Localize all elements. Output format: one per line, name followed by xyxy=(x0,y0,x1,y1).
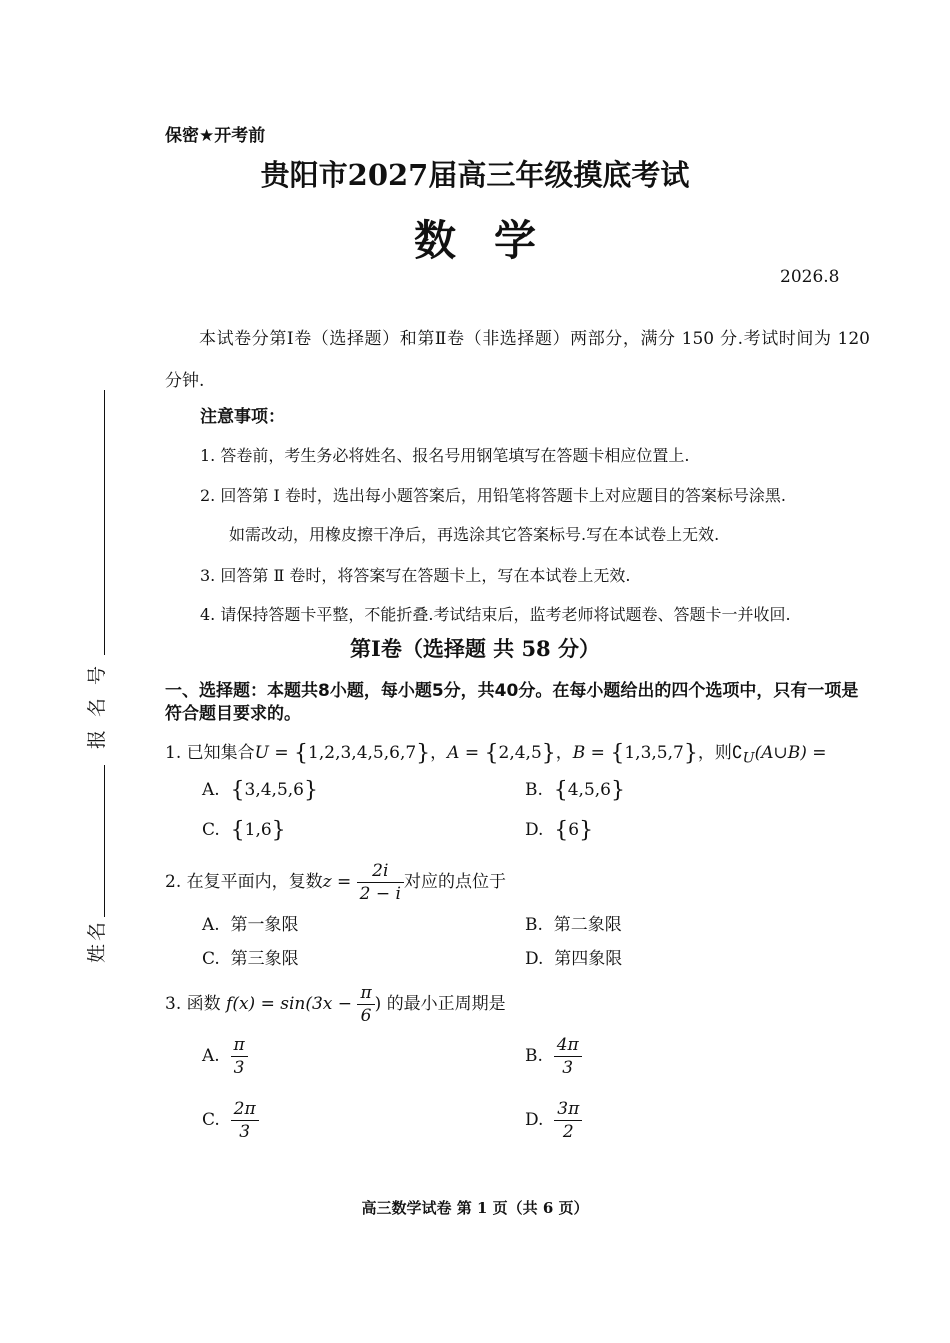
brace-close: } xyxy=(303,778,318,803)
brace-close: } xyxy=(579,818,594,843)
denominator: 2 xyxy=(562,1122,574,1142)
option-value: 1,6 xyxy=(244,820,272,840)
option-label: A. xyxy=(202,780,220,800)
question-stem-tail: 的最小正周期是 xyxy=(386,994,506,1014)
name-line[interactable] xyxy=(104,765,105,917)
equals-sign: = xyxy=(268,743,295,763)
equals-sign: = xyxy=(459,743,485,763)
question-number: 1. xyxy=(165,743,182,763)
brace-open: { xyxy=(294,741,309,766)
then-word: ，则 xyxy=(697,743,732,763)
option-c[interactable] xyxy=(202,818,286,843)
registration-label-char: 名 xyxy=(86,697,109,718)
set-b-elements: 1,3,5,7 xyxy=(624,743,684,763)
option-a[interactable] xyxy=(202,910,299,935)
notice-item: 1. 答卷前，考生务必将姓名、报名号用钢笔填写在答题卡相应位置上. xyxy=(200,446,690,465)
notice-item-continued: 如需改动，用橡皮擦干净后，再选涂其它答案标号.写在本试卷上无效. xyxy=(229,525,720,544)
exam-date: 2026.8 xyxy=(780,267,840,287)
option-value: 第一象限 xyxy=(230,915,299,935)
brace-open: { xyxy=(230,818,245,843)
denominator: 3 xyxy=(239,1122,251,1142)
option-value: 第二象限 xyxy=(553,915,622,935)
option-c[interactable] xyxy=(202,944,299,969)
complement-subscript: U xyxy=(742,750,755,767)
notice-heading: 注意事项： xyxy=(200,407,285,427)
denominator: 3 xyxy=(233,1058,245,1078)
denominator: 6 xyxy=(360,1006,372,1026)
option-a[interactable] xyxy=(202,1034,248,1079)
brace-open: { xyxy=(553,778,568,803)
denominator: 3 xyxy=(562,1058,574,1078)
denominator: 2 − i xyxy=(359,884,401,904)
option-c[interactable] xyxy=(202,1098,259,1143)
part-heading: 一、选择题：本题共8小题，每小题5分，共40分。在每小题给出的四个选项中，只有一项是符合题目要求的。 xyxy=(165,681,859,724)
notice-item: 3. 回答第 Ⅱ 卷时，将答案写在答题卡上，写在本试卷上无效. xyxy=(200,566,631,585)
option-label: C. xyxy=(202,820,220,840)
set-u-symbol: U xyxy=(254,743,269,763)
option-label: B. xyxy=(525,915,543,935)
notice-item: 4. 请保持答题卡平整，不能折叠.考试结束后，监考老师将试题卷、答题卡一并收回. xyxy=(200,605,791,624)
numerator: 3π xyxy=(554,1098,582,1121)
option-d[interactable] xyxy=(525,1098,582,1143)
fraction xyxy=(357,982,374,1027)
option-value: 第四象限 xyxy=(554,949,623,969)
option-value: 3,4,5,6 xyxy=(244,780,304,800)
notice-item: 2. 回答第 Ⅰ 卷时，选出每小题答案后，用铅笔将答题卡上对应题目的答案标号涂黑. xyxy=(200,486,786,505)
option-value: 第三象限 xyxy=(230,949,299,969)
numerator: 2π xyxy=(231,1098,259,1121)
function-expression: f(x) = sin(3x − xyxy=(226,994,353,1014)
page-footer: 高三数学试卷 第 1 页（共 6 页） xyxy=(361,1199,589,1217)
name-label-char: 名 xyxy=(86,921,109,942)
subject-title: 数学 xyxy=(413,216,574,265)
registration-label-char: 报 xyxy=(86,729,109,750)
set-a-elements: 2,4,5 xyxy=(498,743,542,763)
question-1: 1. 已知集合U = {1,2,3,4,5,6,7}，A = {2,4,5}，B = {1,3,5,7}，则$∁_U(A\cup B)$ = xyxy=(165,741,827,767)
fraction xyxy=(554,1098,582,1143)
question-3 xyxy=(165,982,506,1027)
set-a-symbol: A xyxy=(447,743,460,763)
question-stem: 在复平面内，复数 xyxy=(186,872,323,892)
option-label: A. xyxy=(202,915,220,935)
option-d[interactable] xyxy=(525,818,593,843)
option-label: D. xyxy=(525,949,544,969)
option-value: 4,5,6 xyxy=(567,780,611,800)
question-stem-tail: 对应的点位于 xyxy=(403,872,506,892)
option-b[interactable] xyxy=(525,910,622,935)
intro-paragraph: 本试卷分第Ⅰ卷（选择题）和第Ⅱ卷（非选择题）两部分，满分 150 分.考试时间为 120 分钟. xyxy=(165,329,870,391)
numerator: π xyxy=(231,1034,248,1057)
confidential-label: 保密★开考前 xyxy=(165,126,266,146)
brace-open: { xyxy=(610,741,625,766)
fraction xyxy=(357,860,404,905)
complex-z: z = xyxy=(322,872,352,892)
question-2 xyxy=(165,860,506,905)
option-label: B. xyxy=(525,1046,543,1066)
brace-open: { xyxy=(484,741,499,766)
fraction xyxy=(231,1034,248,1079)
section-title: 第Ⅰ卷（选择题 共 58 分） xyxy=(350,636,600,661)
numerator: 2i xyxy=(357,860,404,883)
registration-number-line[interactable] xyxy=(104,390,105,655)
name-label-char: 姓 xyxy=(86,943,109,964)
set-b-symbol: B xyxy=(572,743,586,763)
set-u-elements: 1,2,3,4,5,6,7 xyxy=(308,743,417,763)
union-expression: (A∪B) = xyxy=(754,743,827,763)
option-label: A. xyxy=(202,1046,220,1066)
question-stem: 已知集合 xyxy=(186,743,255,763)
option-label: C. xyxy=(202,1110,220,1130)
option-a[interactable] xyxy=(202,778,318,803)
option-label: D. xyxy=(525,1110,544,1130)
brace-close: } xyxy=(683,741,698,766)
question-stem: 函数 xyxy=(186,994,221,1014)
question-number: 3. xyxy=(165,994,182,1014)
option-label: D. xyxy=(525,820,544,840)
brace-close: } xyxy=(271,818,286,843)
option-b[interactable] xyxy=(525,1034,582,1079)
brace-close: } xyxy=(541,741,556,766)
fraction xyxy=(231,1098,259,1143)
option-d[interactable] xyxy=(525,944,622,969)
option-b[interactable] xyxy=(525,778,625,803)
registration-label-char: 号 xyxy=(86,665,109,686)
complement-symbol: ∁ xyxy=(731,743,743,763)
equals-sign: = xyxy=(585,743,611,763)
exam-title: 贵阳市2027届高三年级摸底考试 xyxy=(260,158,690,192)
brace-close: } xyxy=(416,741,431,766)
brace-open: { xyxy=(230,778,245,803)
numerator: π xyxy=(357,982,374,1005)
brace-open: { xyxy=(554,818,569,843)
option-value: 6 xyxy=(568,820,580,840)
fraction xyxy=(554,1034,582,1079)
question-number: 2. xyxy=(165,872,182,892)
numerator: 4π xyxy=(554,1034,582,1057)
close-paren: ) xyxy=(374,994,382,1014)
option-label: B. xyxy=(525,780,543,800)
option-label: C. xyxy=(202,949,220,969)
brace-close: } xyxy=(610,778,625,803)
